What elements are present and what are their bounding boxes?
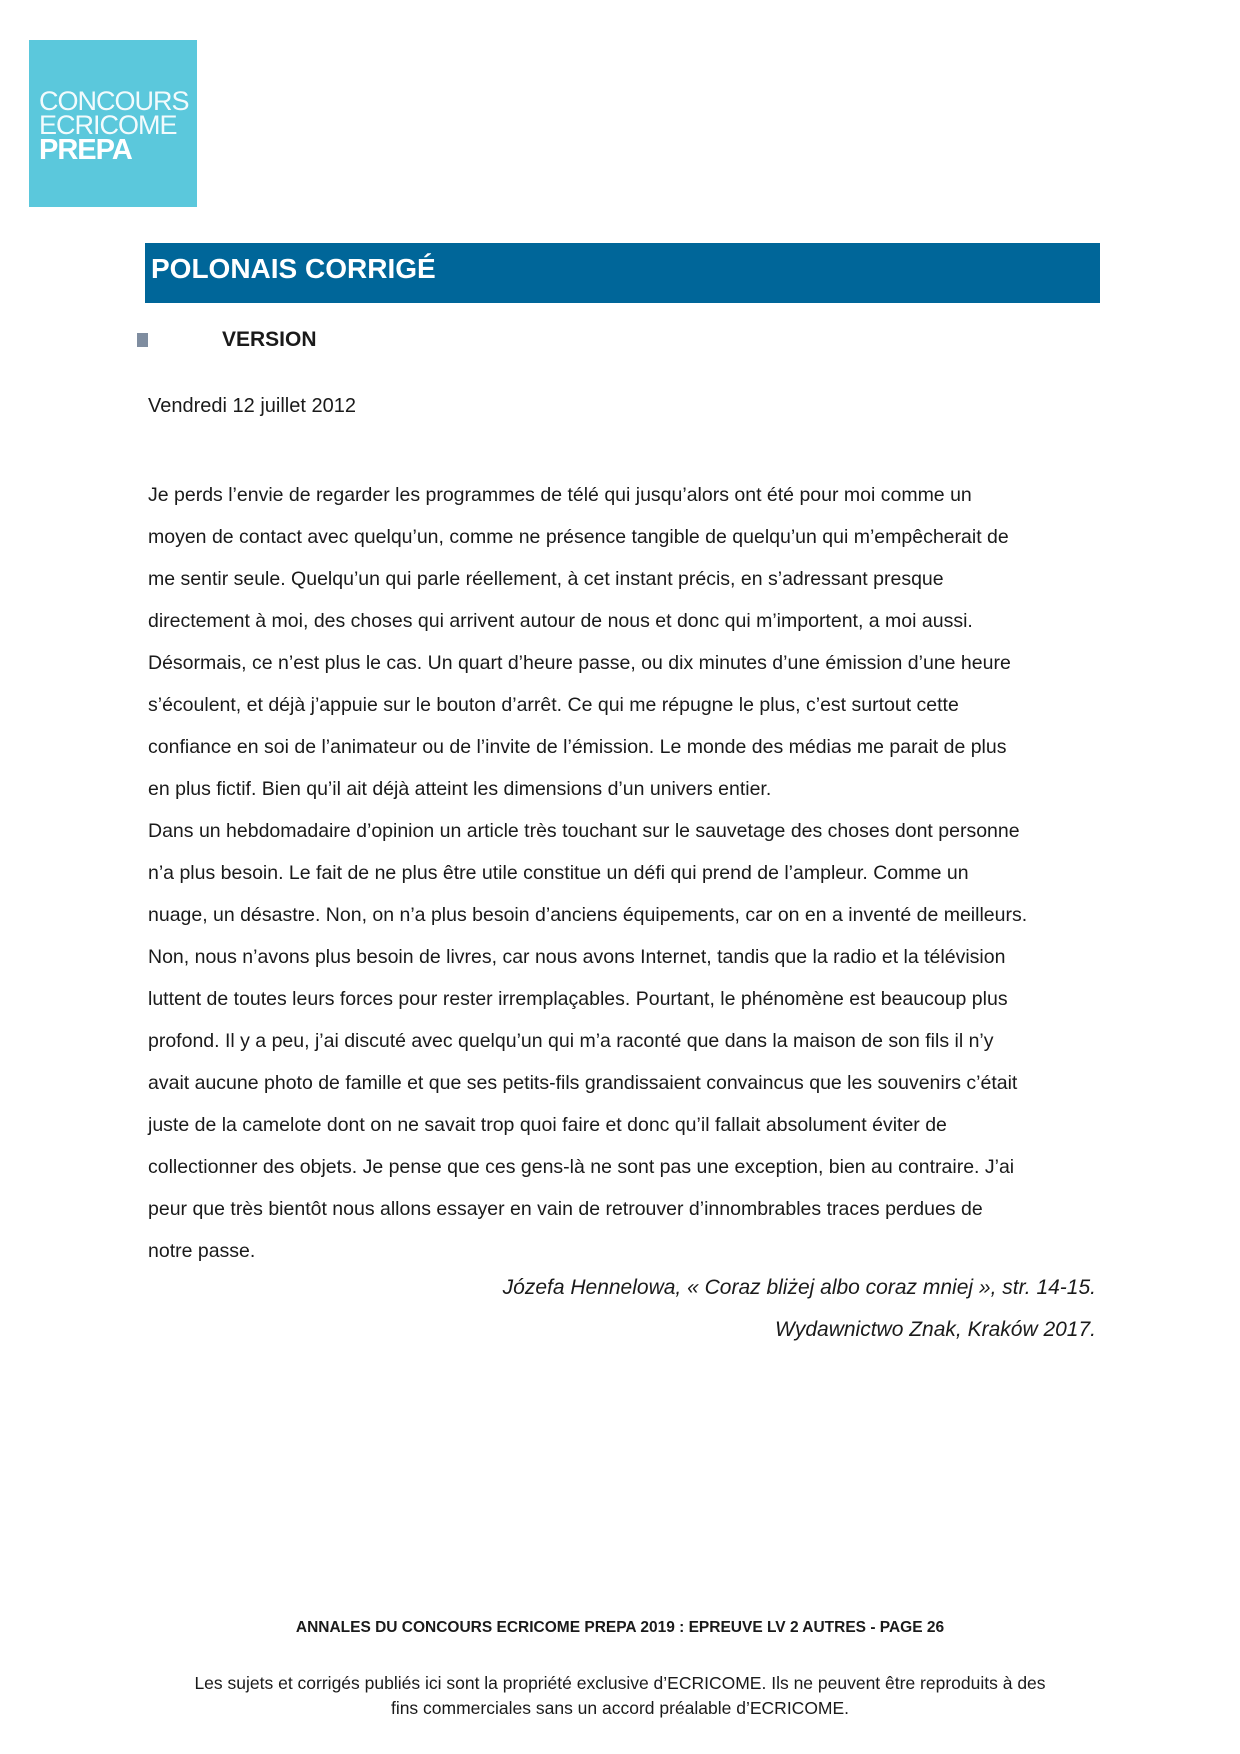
footer-copyright-note — [0, 1671, 1240, 1721]
body-line: notre passe. — [148, 1240, 256, 1262]
section-bullet-icon — [137, 333, 148, 347]
body-line: Désormais, ce n’est plus le cas. Un quart d’heure passe, ou dix minutes d’une émission d’une heure — [148, 652, 1011, 674]
body-line: confiance en soi de l’animateur ou de l’invite de l’émission. Le monde des médias me parait de plus — [148, 736, 1007, 758]
body-line: en plus fictif. Bien qu’il ait déjà atteint les dimensions d’un univers entier. — [148, 778, 772, 800]
body-line: n’a plus besoin. Le fait de ne plus être utile constitue un défi qui prend de l’ampleur. Comme un — [148, 862, 969, 884]
title-banner — [145, 243, 1100, 303]
body-line: profond. Il y a peu, j’ai discuté avec quelqu’un qui m’a raconté que dans la maison de son fils il n’y — [148, 1030, 994, 1052]
date-line: Vendredi 12 juillet 2012 — [148, 395, 356, 417]
body-line: directement à moi, des choses qui arrivent autour de nous et donc qui m’importent, a moi aussi. — [148, 610, 973, 632]
body-line: Dans un hebdomadaire d’opinion un article très touchant sur le sauvetage des choses dont personne — [148, 820, 1020, 842]
body-line: juste de la camelote dont on ne savait trop quoi faire et donc qu’il fallait absolument éviter de — [148, 1114, 947, 1136]
body-line: nuage, un désastre. Non, on n’a plus besoin d’anciens équipements, car on en a inventé de meilleurs. — [148, 904, 1028, 926]
section-heading: VERSION — [222, 328, 317, 351]
logo-text-ecricome: ECRICOME — [39, 110, 177, 140]
footer-note-line: fins commerciales sans un accord préalable d’ECRICOME. — [390, 1698, 850, 1718]
page-title: POLONAIS CORRIGÉ — [151, 253, 436, 284]
body-line: Je perds l’envie de regarder les programmes de télé qui jusqu’alors ont été pour moi comme un — [148, 484, 972, 506]
body-line: Non, nous n’avons plus besoin de livres, car nous avons Internet, tandis que la radio et la télévision — [148, 946, 1006, 968]
citation-author-title: Józefa Hennelowa, « Coraz bliżej albo coraz mniej », str. 14-15. — [502, 1276, 1096, 1299]
logo-text-prepa: PREPA — [39, 134, 132, 166]
body-line: peur que très bientôt nous allons essayer en vain de retrouver d’innombrables traces perdues de — [148, 1198, 983, 1220]
footer-note-line: Les sujets et corrigés publiés ici sont la propriété exclusive d’ECRICOME. Ils ne peuvent être reproduits à des — [194, 1673, 1046, 1693]
body-line: s’écoulent, et déjà j’appuie sur le bouton d’arrêt. Ce qui me répugne le plus, c’est surtout cette — [148, 694, 959, 716]
citation-publisher: Wydawnictwo Znak, Kraków 2017. — [775, 1318, 1096, 1341]
body-line: moyen de contact avec quelqu’un, comme ne présence tangible de quelqu’un qui m’empêcherait de — [148, 526, 1009, 548]
ecricome-logo — [29, 40, 197, 207]
logo-text-concours: CONCOURS — [39, 86, 189, 116]
body-line: collectionner des objets. Je pense que ces gens-là ne sont pas une exception, bien au contraire. J’ai — [148, 1156, 1015, 1178]
version-body-text — [148, 474, 1096, 1272]
footer-page-title: ANNALES DU CONCOURS ECRICOME PREPA 2019 : EPREUVE LV 2 AUTRES - PAGE 26 — [295, 1619, 945, 1636]
body-line: avait aucune photo de famille et que ses petits-fils grandissaient convaincus que les souvenirs c’était — [148, 1072, 1018, 1094]
body-line: luttent de toutes leurs forces pour rester irremplaçables. Pourtant, le phénomène est beaucoup plus — [148, 988, 1008, 1010]
body-line: me sentir seule. Quelqu’un qui parle réellement, à cet instant précis, en s’adressant presque — [148, 568, 944, 590]
